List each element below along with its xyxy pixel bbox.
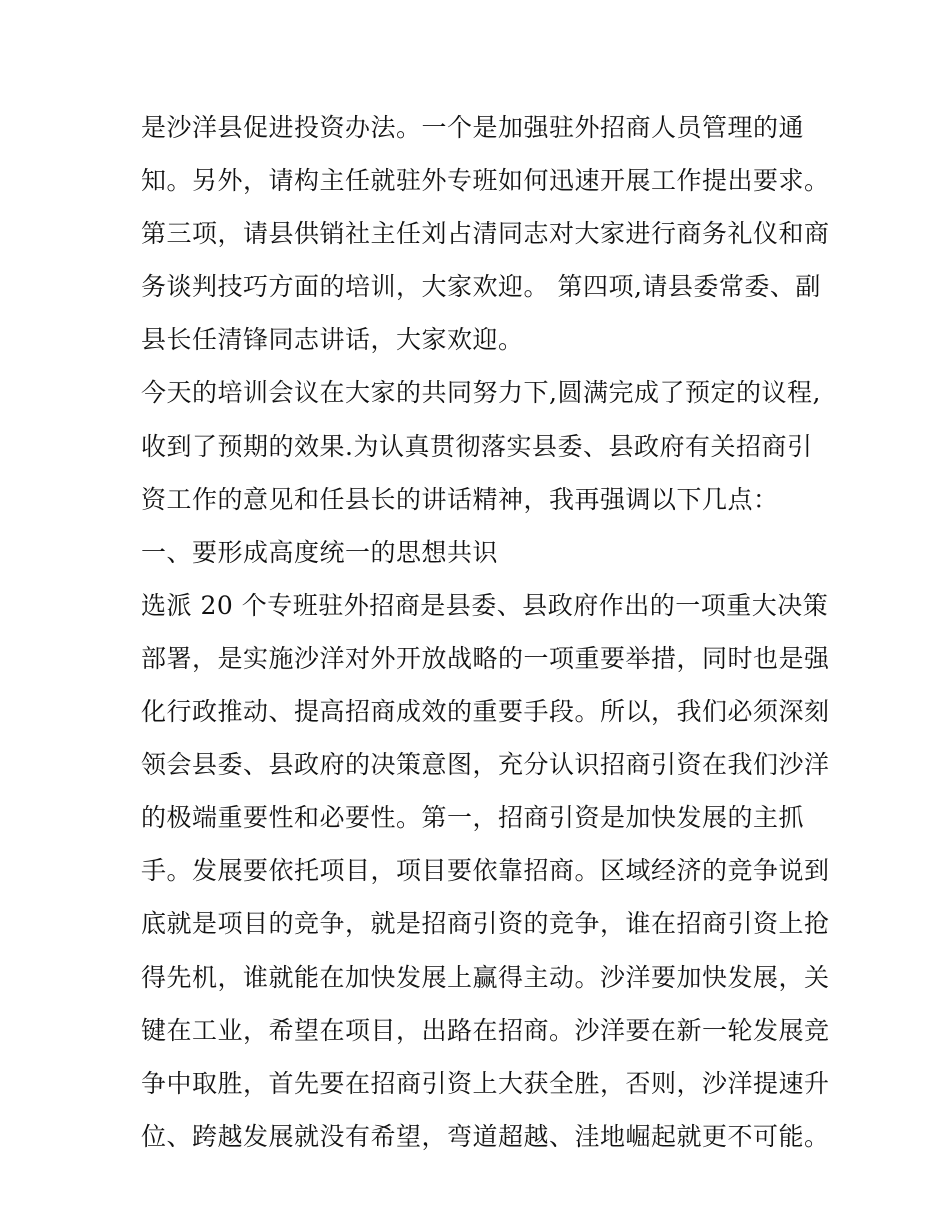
text-line-6: 今天的培训会议在大家的共同努力下,圆满完成了预定的议程, [141, 378, 821, 408]
document-body [141, 101, 830, 1163]
text-line-16: 底就是项目的竞争，就是招商引资的竞争，谁在招商引资上抢 [141, 909, 830, 939]
text-line-12: 化行政推动、提高招商成效的重要手段。所以，我们必须深刻 [141, 697, 830, 727]
text-line-13: 领会县委、县政府的决策意图，充分认识招商引资在我们沙洋 [141, 750, 830, 780]
text-line-8: 资工作的意见和任县长的讲话精神，我再强调以下几点： [141, 484, 779, 514]
text-line-11: 部署，是实施沙洋对外开放战略的一项重要举措，同时也是强 [141, 643, 830, 673]
text-line-20: 位、跨越发展就没有希望，弯道超越、洼地崛起就更不可能。 [141, 1121, 830, 1151]
text-line-18: 键在工业，希望在项目，出路在招商。沙洋要在新一轮发展竞 [141, 1015, 830, 1045]
text-line-15: 手。发展要依托项目，项目要依靠招商。区域经济的竞争说到 [141, 856, 830, 886]
text-line-10: 选派 20 个专班驻外招商是县委、县政府作出的一项重大决策 [141, 590, 829, 620]
text-line-3: 第三项，请县供销社主任刘占清同志对大家进行商务礼仪和商 [141, 219, 830, 249]
text-line-19: 争中取胜，首先要在招商引资上大获全胜，否则，沙洋提速升 [141, 1068, 830, 1098]
text-line-14: 的极端重要性和必要性。第一，招商引资是加快发展的主抓 [141, 803, 805, 833]
text-line-7: 收到了预期的效果.为认真贯彻落实县委、县政府有关招商引 [141, 431, 813, 461]
text-line-2: 知。另外，请构主任就驻外专班如何迅速开展工作提出要求。 [141, 166, 830, 196]
text-line-5: 县长任清锋同志讲话，大家欢迎。 [141, 325, 524, 355]
text-line-1: 是沙洋县促进投资办法。一个是加强驻外招商人员管理的通 [141, 113, 805, 142]
section-heading: 一、要形成高度统一的思想共识 [141, 537, 499, 567]
text-line-4: 务谈判技巧方面的培训，大家欢迎。 第四项,请县委常委、副 [141, 272, 821, 302]
text-line-17: 得先机，谁就能在加快发展上赢得主动。沙洋要加快发展，关 [141, 962, 830, 992]
